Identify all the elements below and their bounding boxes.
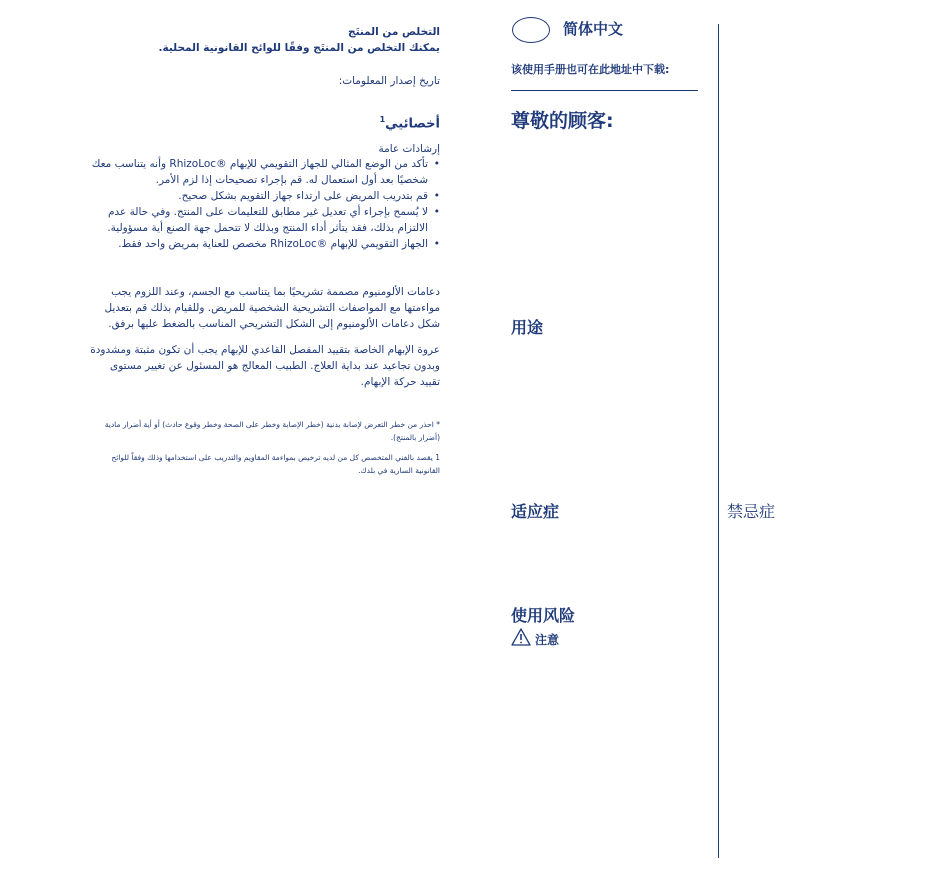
- language-label: 简体中文: [563, 20, 624, 38]
- aluminium-paragraph: دعامات الألومنيوم مصممة تشريحيًا بما يتناسب مع الجسم، وعند اللزوم يجب مواءمتها مع المواصفات التشريحية الشخصية للمريض. وللقيام بذلك قم بتعديل شكل دعامات الألومنيوم إلى الشكل التشريحي المناسب بالضغط عليها برفق.: [104, 286, 440, 330]
- intended-use-heading: 用途: [511, 318, 544, 337]
- specialist-heading-text: أخصائيي: [385, 116, 440, 132]
- disposal-text: يمكنك التخلص من المنتَج وفقًا للوائح القانونية المحلية.: [158, 42, 440, 54]
- list-item: • قم بتدريب المريض على ارتداء جهاز التقويم بشكل صحيح.: [88, 188, 428, 204]
- contraindications-heading: 禁忌症: [727, 502, 776, 521]
- download-note: 该使用手册也可在此地址中下载:: [511, 63, 670, 76]
- issue-date-label: تاريخ إصدار المعلومات:: [338, 75, 440, 87]
- disposal-title: التخلص من المنتَج: [348, 26, 440, 38]
- list-item: • لا يُسمح بإجراء أي تعديل غير مطابق للتعليمات على المنتج. وفي حالة عدم الالتزام بذلك، فقد يتأثر أداء المنتج وبذلك لا تتحمل جهة الصنع أية مسؤولية.: [88, 204, 428, 236]
- caution-row: [511, 628, 559, 650]
- indications-heading: 适应症: [511, 502, 560, 521]
- list-item: • تأكد من الوضع المثالي للجهاز التقويمي للإبهام ®RhizoLoc وأنه يتناسب معك شخصيًا بعد أول استعمال له. قم بإجراء تصحيحات إذا لزم الأمر.: [88, 156, 428, 188]
- language-oval: [512, 17, 550, 43]
- disposal-section: [88, 24, 440, 56]
- risks-heading: 使用风险: [511, 606, 576, 625]
- thumb-loop-paragraph: عروة الإبهام الخاصة بتقييد المفصل القاعدي للإبهام يجب أن تكون مثبتة ومشدودة وبدون تجاعيد عند بداية العلاج. الطبيب المعالج هو المسئول عن تغيير مستوى تقييد حركة الإبهام.: [90, 344, 440, 388]
- specialist-heading: [88, 115, 440, 131]
- footnote-specialist: 1 يقصد بالفني المتخصص كل من لديه ترخيص بمواءمة المقاويم والتدريب على استخدامها وذلك وفقاً للوائح القانونية السارية في بلدك.: [111, 453, 440, 475]
- column-divider: [718, 24, 719, 858]
- list-item: • الجهاز التقويمي للإبهام ®RhizoLoc مخصص للعناية بمريض واحد فقط.: [88, 236, 428, 252]
- specialist-footnote-marker: 1: [379, 115, 386, 124]
- instructions-list: [88, 156, 440, 252]
- section-divider: [511, 90, 698, 91]
- salutation-heading: 尊敬的顾客:: [511, 110, 614, 132]
- warning-triangle-icon: [511, 628, 531, 650]
- general-instructions-label: إرشادات عامة: [378, 143, 440, 155]
- caution-label: 注意: [535, 632, 560, 647]
- footnote-warning: * احذر من خطر التعرض لإصابة بدنية (خطر الإصابة وخطر على الصحة وخطر وقوع حادث) أو أية أضرار مادية (أضرار بالمنتج).: [104, 420, 440, 442]
